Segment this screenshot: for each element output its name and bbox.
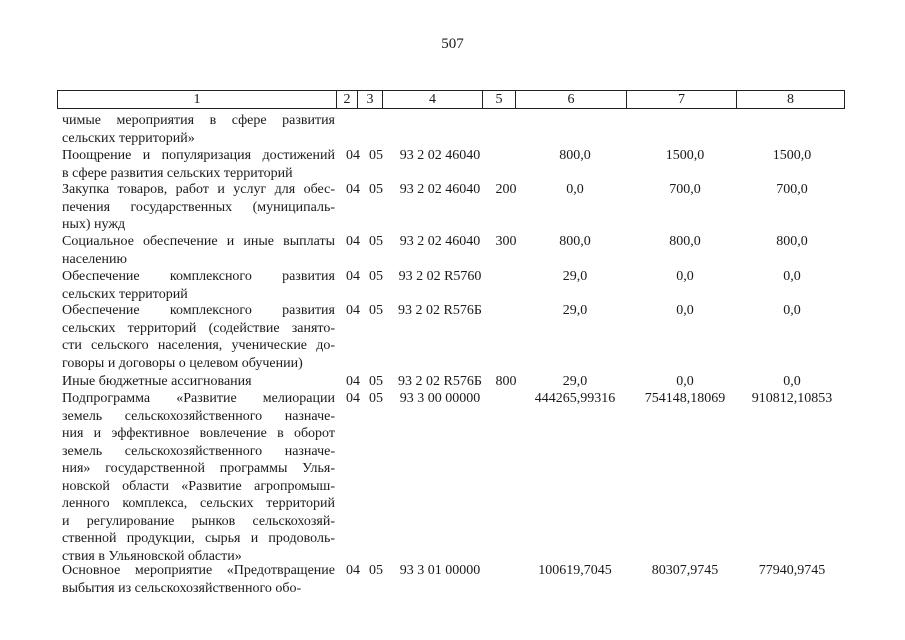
row-name-line: чимые мероприятия в сфере развития — [62, 113, 335, 128]
row-name — [62, 373, 335, 391]
row-amount-year-2: 800,0 — [669, 234, 701, 249]
row-name-line: ленного комплекса, сельских территорий — [62, 496, 335, 511]
row-amount-year-2: 0,0 — [676, 269, 694, 284]
row-amount-year-2: 0,0 — [676, 374, 694, 389]
row-amount-year-1: 800,0 — [559, 234, 591, 249]
row-name-line: Основное мероприятие «Предотвращение — [62, 563, 335, 578]
row-name-line: Социальное обеспечение и иные выплаты — [62, 234, 335, 249]
row-name-line: Подпрограмма «Развитие мелиорации — [62, 391, 335, 406]
row-subsection-code: 05 — [369, 303, 383, 318]
row-name-line: Закупка товаров, работ и услуг для обес- — [62, 182, 335, 197]
row-name — [62, 233, 335, 268]
row-amount-year-3: 0,0 — [783, 303, 801, 318]
row-name-line: Поощрение и популяризация достижений — [62, 148, 335, 163]
row-name-line: Обеспечение комплексного развития — [62, 303, 335, 318]
row-name — [62, 112, 335, 147]
row-name-line: новской области «Развитие агропромыш- — [62, 478, 335, 494]
row-section-code: 04 — [346, 269, 360, 284]
row-section-code: 04 — [346, 391, 360, 406]
row-name-line: сельских территорий — [62, 286, 188, 302]
header-col-5: 5 — [483, 91, 516, 108]
row-name-line: ния» государственной программы Улья- — [62, 461, 335, 476]
row-name — [62, 390, 335, 565]
row-section-code: 04 — [346, 182, 360, 197]
row-name-line: и регулирование рынков сельскохозяй- — [62, 513, 335, 529]
row-section-code: 04 — [346, 148, 360, 163]
row-name — [62, 268, 335, 303]
header-col-4: 4 — [383, 91, 483, 108]
row-amount-year-3: 0,0 — [783, 374, 801, 389]
row-name-line: земель сельскохозяйственного назначе- — [62, 408, 335, 424]
row-name-line: ствия в Ульяновской области» — [62, 548, 242, 564]
row-name-line: земель сельскохозяйственного назначе- — [62, 443, 335, 459]
row-amount-year-2: 1500,0 — [665, 148, 705, 163]
row-amount-year-3: 1500,0 — [772, 148, 812, 163]
row-name — [62, 562, 335, 597]
row-name-line: населению — [62, 251, 127, 267]
row-section-code: 04 — [346, 303, 360, 318]
row-name-line: ных) нужд — [62, 217, 126, 232]
row-amount-year-2: 700,0 — [669, 182, 701, 197]
row-amount-year-2: 0,0 — [676, 303, 694, 318]
row-target-article: 93 2 02 46040 — [399, 148, 481, 163]
row-name-line: сельских территорий (содействие занято- — [62, 320, 335, 336]
row-amount-year-3: 800,0 — [776, 234, 808, 249]
row-target-article: 93 3 00 00000 — [399, 391, 481, 406]
header-col-2: 2 — [337, 91, 358, 108]
row-name — [62, 147, 335, 182]
header-col-8: 8 — [787, 92, 794, 107]
row-expense-type: 300 — [495, 234, 517, 249]
row-amount-year-1: 29,0 — [562, 374, 588, 389]
header-col-6: 6 — [516, 91, 627, 108]
row-name-line: Обеспечение комплексного развития — [62, 269, 335, 284]
row-amount-year-3: 77940,9745 — [758, 563, 826, 578]
row-subsection-code: 05 — [369, 374, 383, 389]
row-name-line: сельских территорий» — [62, 130, 195, 146]
header-col-1: 1 — [58, 91, 337, 108]
row-section-code: 04 — [346, 234, 360, 249]
row-name — [62, 181, 335, 234]
row-subsection-code: 05 — [369, 391, 383, 406]
row-amount-year-3: 910812,10853 — [751, 391, 833, 406]
row-name-line: Иные бюджетные ассигнования — [62, 374, 252, 389]
table-header — [57, 90, 845, 109]
row-target-article: 93 2 02 R576Б — [398, 374, 482, 389]
row-amount-year-1: 29,0 — [562, 269, 588, 284]
row-name-line: в сфере развития сельских территорий — [62, 165, 293, 181]
row-name-line: печения государственных (муниципаль- — [62, 199, 335, 215]
row-subsection-code: 05 — [369, 563, 383, 578]
row-amount-year-1: 444265,99316 — [534, 391, 616, 406]
page-number: 507 — [441, 36, 464, 52]
row-target-article: 93 2 02 46040 — [399, 234, 481, 249]
row-amount-year-1: 29,0 — [562, 303, 588, 318]
row-amount-year-1: 0,0 — [566, 182, 584, 197]
row-subsection-code: 05 — [369, 148, 383, 163]
row-target-article: 93 2 02 R5760 — [398, 269, 482, 284]
row-amount-year-1: 100619,7045 — [538, 563, 612, 578]
row-name-line: ственной продукции, сырья и продоволь- — [62, 531, 335, 546]
row-subsection-code: 05 — [369, 182, 383, 197]
row-target-article: 93 2 02 46040 — [399, 182, 481, 197]
row-amount-year-2: 80307,9745 — [651, 563, 719, 578]
row-name — [62, 302, 335, 372]
row-name-line: сти сельского населения, ученические до- — [62, 338, 335, 353]
row-amount-year-1: 800,0 — [559, 148, 591, 163]
row-subsection-code: 05 — [369, 269, 383, 284]
row-expense-type: 200 — [495, 182, 517, 197]
row-section-code: 04 — [346, 374, 360, 389]
row-name-line: выбытия из сельскохозяйственного обо- — [62, 580, 302, 596]
row-amount-year-3: 700,0 — [776, 182, 808, 197]
row-target-article: 93 2 02 R576Б — [398, 303, 482, 318]
row-expense-type: 800 — [495, 374, 517, 389]
header-col-7: 7 — [627, 91, 737, 108]
header-col-3: 3 — [358, 91, 383, 108]
row-target-article: 93 3 01 00000 — [399, 563, 481, 578]
row-amount-year-2: 754148,18069 — [644, 391, 726, 406]
row-amount-year-3: 0,0 — [783, 269, 801, 284]
row-section-code: 04 — [346, 563, 360, 578]
row-subsection-code: 05 — [369, 234, 383, 249]
row-name-line: говоры и договоры о целевом обучении) — [62, 355, 303, 371]
row-name-line: ния и эффективное вовлечение в оборот — [62, 426, 335, 441]
